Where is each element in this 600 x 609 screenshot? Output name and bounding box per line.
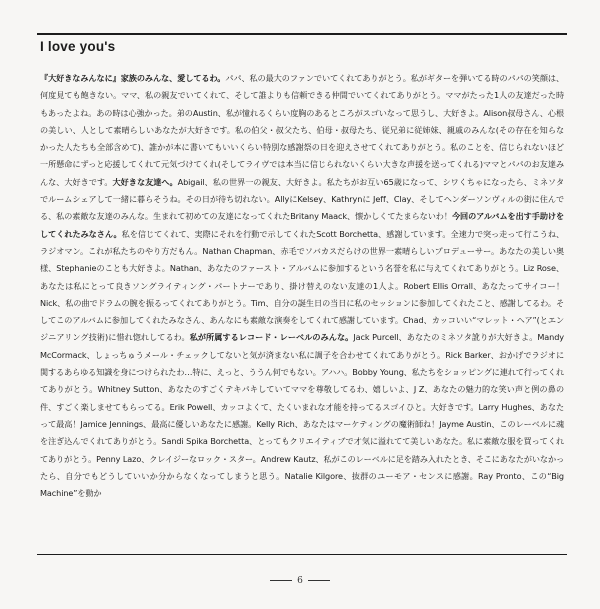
text-run: Abigail、私の世界一の親友、大好きよ。私たちがお互い65歳になって、シワくちゃになったら、ミネソタでルームシェアして一緒に暮らそうね。その日が待ち切れない。AllyにKelsey、Kathrynに Jeff、Clay、そしてヘンダーソンヴィルの街に住んでる、私の素敵な友達のみんな。生まれて初めての友達になってくれたBritany Maack、懐かしくてたまらないわ！ xyxy=(40,176,564,222)
text-run: Jack Purcell、あなたのミネソタ訛りが大好きよ。Mandy McCormack、しょっちゅうメール・チェックしてないと気が済まない私に調子を合わせてくれてありがとう。Rick Barker、おかげでラジオに関するあらゆる知識を身につけられたわ…特に、えっと、ううん何でもない。アハハ。Bobby Young、私たちをショッピングに連れて行ってくれてありがとう。Whitney Sutton、あなたのすごくテキパキしていてママを尊敬してるわ、嬉しいよ、J Z、あなたの魅力的な笑い声と例の鼻の件、すごく楽しませてもらってる。Erik Powell、カッコよくて、たくいまれな才能を持ってるスゴイひと。大好きです。Larry Hughes、あなたって最高！Jamice Jennings、最高に優しいあなたに感謝。Kelly Rich、あなたはマーケティングの魔術師ね！Jayme Austin、このレーベルに魂を注ぎ込んでくれてありがとう。Sandi Spika Borchetta、とってもクリエイティブで才気に溢れてて美しいあなた。私に素敵な服を買ってくれてありがとう。Penny Lazo、クレイジーなロック・スター。Andrew Kautz、私がこのレーベルに足を踏み入れたとき、そこにあなたがいなかったら、自分でもどうしていいか分からなくなってしまうと思う。Natalie Kilgore、抜群のユーモア・センスに感謝。Ray Pronto、この“Big Machine”を動か xyxy=(40,332,564,499)
bottom-rule xyxy=(37,554,567,555)
page-footer xyxy=(0,576,600,586)
bold-lead-in: 『大好きなみんなに』家族のみんな、愛してるわ。 xyxy=(40,73,226,83)
body-text xyxy=(40,70,564,502)
bold-lead-in: 今回のアルバムを出す手助けをしてくれたみなさん。 xyxy=(40,211,564,239)
bold-lead-in: 大好きな友達へ。 xyxy=(112,176,178,187)
page-number: 6 xyxy=(297,576,303,586)
bold-lead-in: 私が所属するレコード・レーベルのみんな。 xyxy=(189,332,354,343)
paragraph xyxy=(40,70,564,502)
footer-dash-left xyxy=(270,580,292,581)
footer-dash-right xyxy=(308,580,330,581)
top-rule xyxy=(37,33,567,35)
text-run: 私を信じてくれて、実際にそれを行動で示してくれたScott Borchetta、感謝しています。全速力で突っ走って行こうね、ラジオマン。これが私たちのやり方だもん。Nathan Chapman、赤毛でソバカスだらけの世界一素晴らしいプロデューサー。あなたの美しい奥様、Stephanieのことも大好きよ。Nathan、あなたのファースト・アルバムに参加するという名誉を私に与えてくれてありがとう。Liz Rose、あなたは私にとって良きソングライティング・パートナーであり、掛け替えのない友達の1人よ。Robert Ellis Orrall、あなたってサイコー！Nick、私の曲でドラムの腕を振るってくれてありがとう。Tim、自分の誕生日の当日に私のセッションに参加してくれたこと、感謝してるわ。そしてこのアルバムに参加してくれたみなさん、あんなにも素敵な演奏をしてくれて感謝しています。Chad、カッコいい“マレット・ヘア”(とエンジニアリング技術)に惜れ惚れしてるわ。 xyxy=(40,228,564,343)
section-heading: I love you's xyxy=(40,39,116,54)
text-run: パパ、私の最大のファンでいてくれてありがとう。私がギターを弾いてる時のパパの笑顔は、何度見ても飽きない。ママ、私の親友でいてくれて、そして誰よりも信頼できる仲間でいてくれてありがとう。ママがたった1人の友達だった時もあったよね。あの時は心強かった。弟のAustin、私が憧れるくらい度胸のあるところがスゴいなって思うし、大好きよ。Alison叔母さん、心根の美しい、人として素晴らしいあなたが大好きです。私の伯父・叔父たち、伯母・叔母たち、従兄弟に従姉妹、親戚のみんな(その存在を知らなかった人たちも全部含めて)、誰かが本に書いてもいいくらい特別な感謝祭の日を迎えさせてくれてありがとう。私のことを、信じられないほど一所懸命にずっと応援してくれて元気づけてくれ(そしてライヴでは本当に信じられないくらい大きな声援を送ってくれる)ママとパパのお友達みんな、大好きです。 xyxy=(40,73,564,187)
